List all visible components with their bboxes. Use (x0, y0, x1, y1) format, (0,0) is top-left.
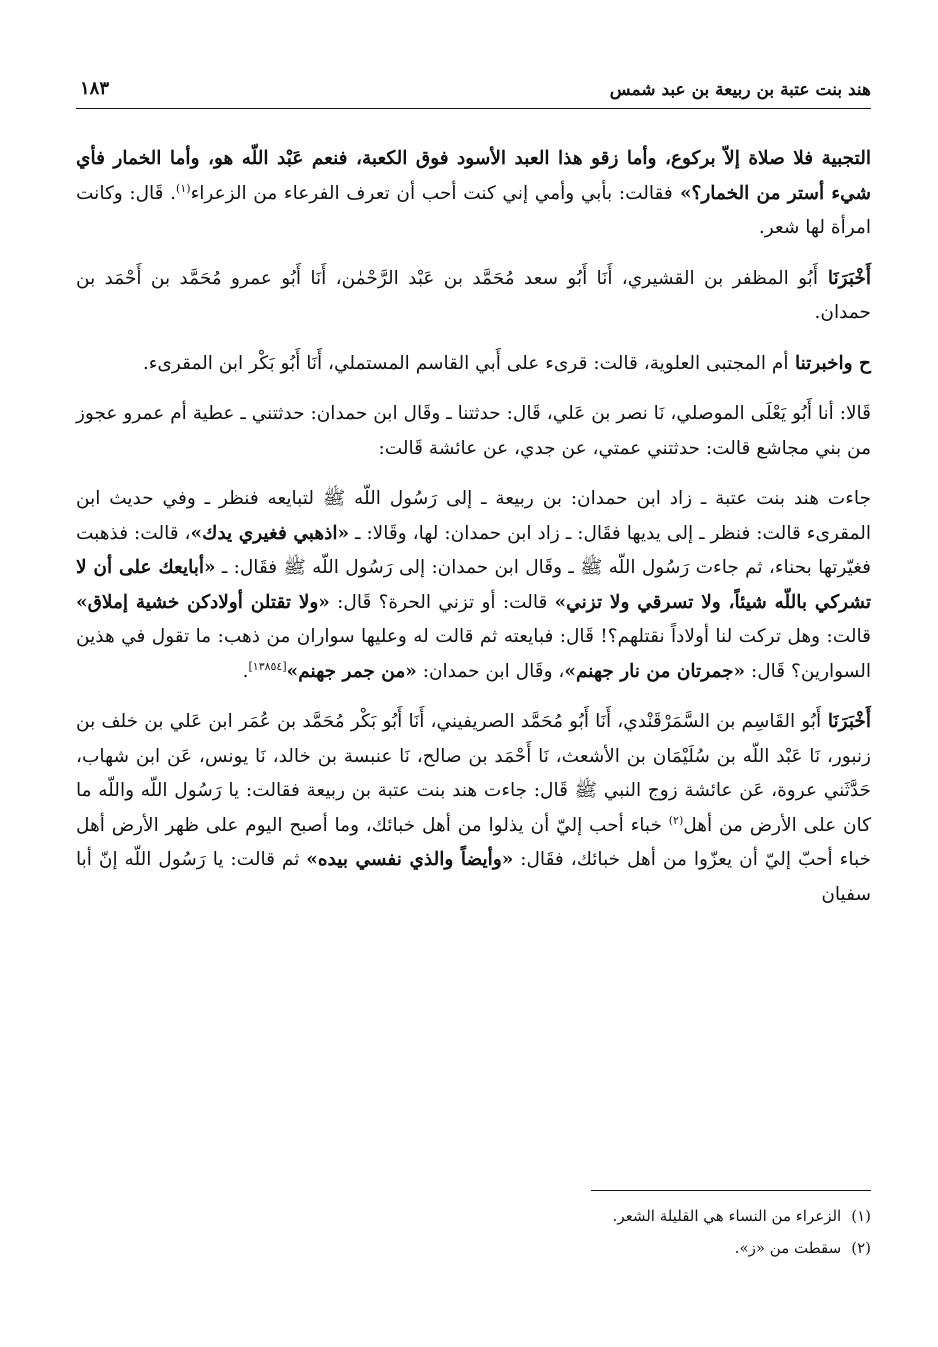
reference-marker: [١٣٨٥٤] (248, 659, 287, 673)
footnote (76, 1200, 871, 1232)
footnote-number: (١) (851, 1207, 871, 1225)
bold-text-segment: أَخْبَرَنَا (817, 267, 872, 289)
bold-text-segment: «اذهبي فغيري يدك» (190, 522, 350, 544)
bold-text-segment: «جمرتان من نار جهنم» (564, 660, 746, 682)
text-segment: خباء أحب إليّ أن يذلوا من أهل خبائك، وما أصبح اليوم على ظهر الأرض أهل خباء أحبّ إليّ أن يعزّوا من أهل خبائك، فقَال: (76, 814, 871, 870)
reference-marker: (٢) (668, 813, 684, 827)
paragraph (76, 142, 871, 246)
footnotes (76, 1200, 871, 1264)
bold-text-segment: أَخْبَرَنَا (821, 711, 872, 732)
bold-text-segment: «وأيضاً والذي نفسي بيده» (306, 849, 514, 870)
bold-text-segment: «ولا تقتلن أولادكن خشية إملاق» (76, 591, 330, 613)
text-segment: . (242, 660, 249, 682)
footnote-number: (٢) (851, 1239, 871, 1257)
text-segment: أَبُو القَاسِم بن السَّمَرْقَنْدي، أَنَا أَبُو مُحَمَّد الصريفيني، أَنَا أَبُو بَكْر مُحَمَّد بن عُمَر ابن عَلي بن خلف بن زنبور، نَا عَبْد اللّه بن سُلَيْمَان بن الأشعث، نَا أَحْمَد بن صالح، نَا عنبسة بن خالد، نَا يونس، عَن ابن شهاب، حَدَّثَني عروة، عَن عائشة زوج النبي ﷺ قَال: جاءت هند بنت عتبة بن ربيعة فقالت: يا رَسُول اللّه واللّه ما كان على الأرض من أهل (76, 711, 871, 836)
footnote-divider (591, 1190, 871, 1191)
text-segment: جاءت هند بنت عتبة ـ زاد ابن حمدان: بن ربيعة ـ إلى رَسُول اللّه ﷺ لتبايعه فنظر ـ وفي حديث ابن المقرىء قالت: فنظر ـ إلى يديها فقَال: ـ زاد ابن حمدان: لها، وقَالا: ـ (76, 488, 872, 544)
footnote-text: سقطت من «ز». (734, 1239, 842, 1257)
bold-text-segment: «من جمر جهنم» (286, 660, 417, 682)
text-segment: فقالت: بأبي وأمي إني كنت أحب أن تعرف الفرعاء من الزعراء (190, 182, 673, 204)
text-segment: قَالا: أنا أَبُو يَعْلَى الموصلي، نَا نصر بن عَلي، قَال: حدثتنا ـ وقَال ابن حمدان: حدثتني ـ عطية أم عمرو عجوز من بني مجاشع قالت: حدثتني عمتي، عن جدي، عن عائشة قَالت: (76, 403, 871, 459)
running-title: هند بنت عتبة بن ربيعة بن عبد شمس (609, 80, 871, 100)
text-segment: ، وقَال ابن حمدان: (416, 660, 565, 682)
main-text (76, 142, 871, 928)
footnote (76, 1232, 871, 1264)
text-segment: ثم قالت: يا رَسُول اللّه إنّ أبا سفيان (76, 849, 871, 905)
page-number: ١٨٣ (80, 78, 110, 99)
footnote-text: الزعراء من النساء هي القليلة الشعر. (612, 1207, 842, 1225)
bold-text-segment: التجبية فلا صلاة إلاّ بركوع، وأما زقو هذا العبد الأسود فوق الكعبة، فنعم عَبْد اللّه هو، وأما الخمار فأي شيء أستر من الخمار؟» (76, 148, 872, 204)
bold-text-segment: ح واخبرتنا (788, 352, 871, 374)
text-segment: قالت: أو تزني الحرة؟ قَال: (329, 591, 555, 613)
text-segment: . قَال: وكانت امرأة لها شعر. (76, 182, 871, 238)
page-header (76, 72, 871, 109)
text-segment: أَبُو المظفر بن القشيري، أَنَا أَبُو سعد مُحَمَّد بن عَبْد الرَّحْمٰن، أَنَا أَبُو عمرو مُحَمَّد بن أَحْمَد بن حمدان. (76, 267, 871, 323)
text-segment: قالت: وهل تركت لنا أولاداً نقتلهم؟! قَال: فبايعته ثم قالت له وعليها سواران من ذهب: ما تقول في هذين السوارين؟ قَال: (76, 626, 871, 682)
text-segment: أم المجتبى العلوية، قالت: قرىء على أَبي القاسم المستملي، أَنَا أَبُو بَكْر ابن المقرىء. (142, 352, 789, 374)
paragraph (76, 705, 871, 912)
bold-text-segment: «أبايعك على أن لا تشركي باللّه شيئاً، ولا تسرقي ولا تزني» (76, 557, 871, 613)
paragraph (76, 397, 871, 466)
text-segment: ، قالت: فذهبت فغيّرتها بحناء، ثم جاءت رَسُول اللّه ﷺ ـ وقَال ابن حمدان: إلى رَسُول اللّه ﷺ فقَال: ـ (76, 522, 872, 578)
paragraph (76, 482, 871, 689)
reference-marker: (١) (176, 181, 191, 195)
paragraph (76, 347, 871, 382)
paragraph (76, 262, 871, 331)
